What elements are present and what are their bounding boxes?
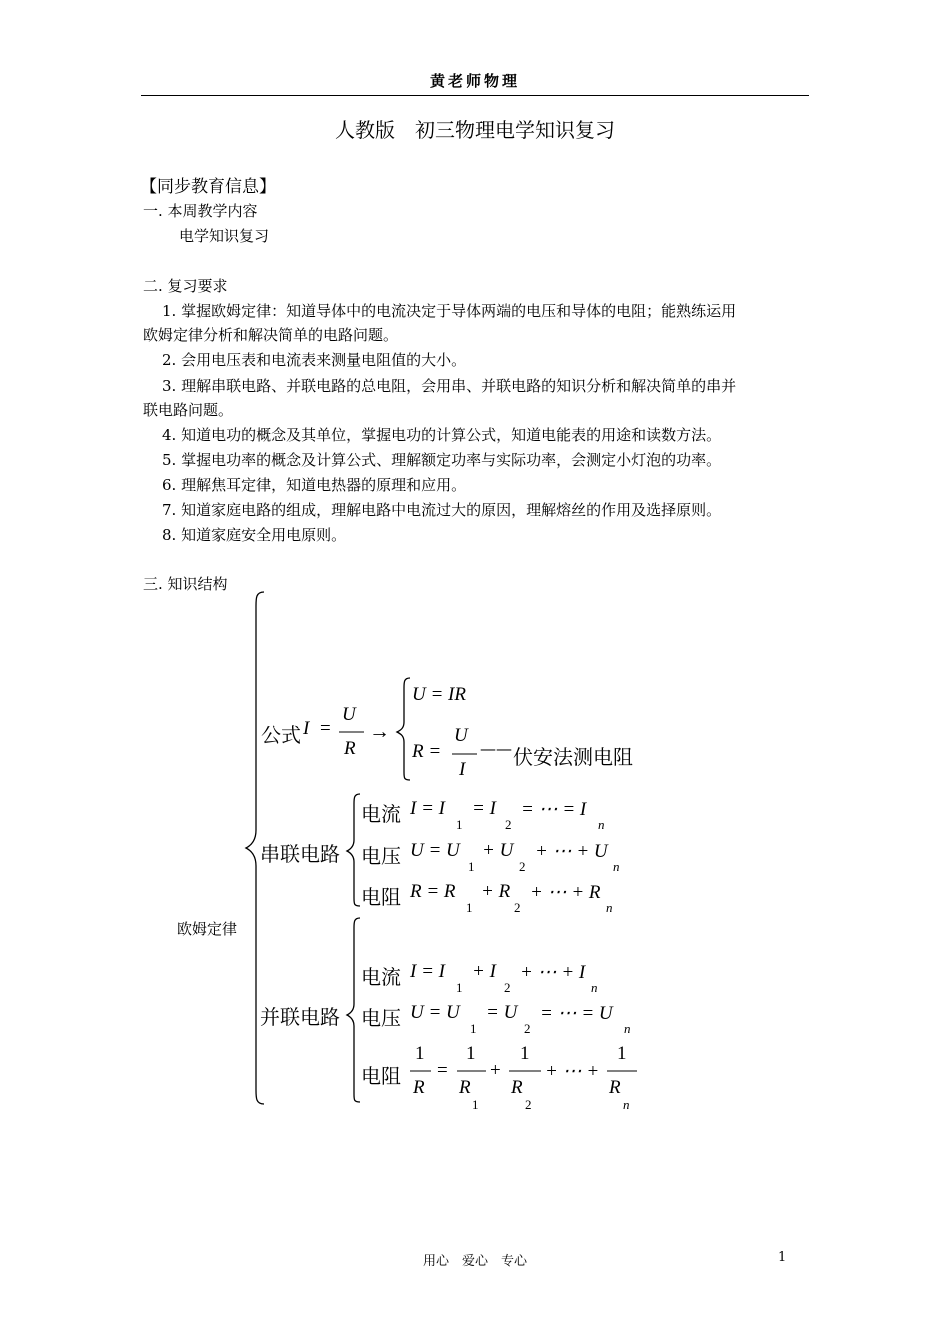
formula-eq: = bbox=[320, 718, 331, 739]
footer-motto: 用心 爱心 专心 bbox=[422, 1254, 527, 1269]
req-item-5: 5. 掌握电功率的概念及计算公式、理解额定功率与实际功率，会测定小灯泡的功率。 bbox=[162, 451, 722, 469]
series-resistance-p2: + R bbox=[481, 881, 511, 902]
page-number: 1 bbox=[778, 1250, 787, 1265]
parallel-voltage-expr: U = U bbox=[410, 1002, 460, 1023]
sec2-heading: 二. 复习要求 bbox=[143, 277, 228, 295]
parallel-voltage-sub1: 1 bbox=[470, 1021, 477, 1036]
formula-branch-r: R = bbox=[412, 741, 442, 762]
parallel-current-subn: n bbox=[591, 980, 598, 995]
series-current-p2: = I bbox=[472, 798, 496, 819]
parallel-resistance-eq: = bbox=[437, 1060, 448, 1081]
parallel-voltage-mid: = ⋯ = U bbox=[540, 1003, 613, 1024]
series-label: 串联电路 bbox=[260, 842, 340, 866]
parallel-resistance-r2: R bbox=[511, 1077, 523, 1098]
parallel-current-sub1: 1 bbox=[456, 980, 463, 995]
parallel-resistance-plus: + bbox=[490, 1060, 501, 1081]
parallel-current-expr: I = I bbox=[410, 961, 445, 982]
header-title: 黄老师物理 bbox=[429, 72, 520, 90]
series-resistance-expr: R = R bbox=[410, 881, 456, 902]
req-item-8: 8. 知道家庭安全用电原则。 bbox=[162, 526, 347, 544]
parallel-voltage-p2: = U bbox=[486, 1002, 518, 1023]
root-ohms-law: 欧姆定律 bbox=[177, 920, 238, 938]
series-voltage-name: 电压 bbox=[361, 844, 401, 868]
formula-brace bbox=[397, 678, 410, 780]
series-voltage-subn: n bbox=[613, 859, 620, 874]
parallel-resistance-num: 1 bbox=[415, 1043, 425, 1064]
parallel-resistance-mid: + ⋯ + bbox=[545, 1061, 600, 1082]
req-item-1-cont: 欧姆定律分析和解决简单的电路问题。 bbox=[143, 326, 399, 344]
formula-branch-numerator-u: U bbox=[454, 725, 468, 746]
parallel-resistance-name: 电阻 bbox=[361, 1064, 401, 1088]
parallel-resistance-sub2: 2 bbox=[525, 1097, 532, 1112]
req-item-4: 4. 知道电功的概念及其单位，掌握电功的计算公式，知道电能表的用途和读数方法。 bbox=[162, 426, 722, 444]
document-title: 人教版 初三物理电学知识复习 bbox=[335, 118, 615, 142]
parallel-voltage-sub2: 2 bbox=[524, 1021, 531, 1036]
req-item-2: 2. 会用电压表和电流表来测量电阻值的大小。 bbox=[162, 351, 467, 369]
parallel-resistance-sub1: 1 bbox=[472, 1097, 479, 1112]
parallel-resistance-num2: 1 bbox=[520, 1043, 530, 1064]
req-item-3-cont: 联电路问题。 bbox=[143, 401, 234, 419]
sec1-heading: 一. 本周教学内容 bbox=[143, 202, 258, 220]
parallel-label: 并联电路 bbox=[260, 1005, 340, 1029]
series-current-subn: n bbox=[598, 817, 605, 832]
formula-arrow: → bbox=[369, 719, 390, 743]
section-tag: 【同步教育信息】 bbox=[140, 177, 276, 197]
series-current-sub1: 1 bbox=[456, 817, 463, 832]
parallel-resistance-den-r: R bbox=[413, 1077, 425, 1098]
sec3-heading: 三. 知识结构 bbox=[143, 575, 228, 593]
series-resistance-mid: + ⋯ + R bbox=[530, 882, 601, 903]
series-voltage-p2: + U bbox=[482, 840, 514, 861]
parallel-resistance-num1: 1 bbox=[466, 1043, 476, 1064]
series-current-mid: = ⋯ = I bbox=[521, 799, 587, 820]
series-resistance-name: 电阻 bbox=[361, 885, 401, 909]
formula-branch-uir: U = IR bbox=[412, 684, 466, 705]
sec1-content: 电学知识复习 bbox=[179, 227, 270, 245]
parallel-resistance-rn: R bbox=[609, 1077, 621, 1098]
parallel-brace bbox=[347, 918, 360, 1102]
series-voltage-sub1: 1 bbox=[468, 859, 475, 874]
series-resistance-sub2: 2 bbox=[514, 900, 521, 915]
formula-dash: —— bbox=[480, 739, 512, 758]
formula-denominator-r: R bbox=[344, 738, 356, 759]
parallel-current-mid: + ⋯ + I bbox=[520, 962, 586, 983]
formula-branch-denominator-i: I bbox=[459, 759, 466, 780]
series-resistance-subn: n bbox=[606, 900, 613, 915]
series-resistance-sub1: 1 bbox=[466, 900, 473, 915]
series-current-sub2: 2 bbox=[505, 817, 512, 832]
formula-numerator-u: U bbox=[342, 704, 356, 725]
parallel-current-name: 电流 bbox=[361, 965, 401, 989]
parallel-voltage-name: 电压 bbox=[361, 1006, 401, 1030]
parallel-resistance-numn: 1 bbox=[617, 1043, 627, 1064]
formula-note: 伏安法测电阻 bbox=[513, 745, 633, 769]
req-item-1: 1. 掌握欧姆定律：知道导体中的电流决定于导体两端的电压和导体的电阻；能熟练运用 bbox=[162, 302, 737, 320]
series-brace bbox=[347, 794, 360, 906]
parallel-resistance-subn: n bbox=[623, 1097, 630, 1112]
req-item-7: 7. 知道家庭电路的组成，理解电路中电流过大的原因，理解熔丝的作用及选择原则。 bbox=[162, 501, 722, 519]
req-item-6: 6. 理解焦耳定律，知道电热器的原理和应用。 bbox=[162, 476, 467, 494]
series-voltage-sub2: 2 bbox=[519, 859, 526, 874]
series-voltage-expr: U = U bbox=[410, 840, 460, 861]
formula-label: 公式 bbox=[261, 723, 301, 747]
parallel-current-sub2: 2 bbox=[504, 980, 511, 995]
series-voltage-mid: + ⋯ + U bbox=[535, 841, 608, 862]
parallel-current-p2: + I bbox=[472, 961, 496, 982]
series-current-name: 电流 bbox=[361, 802, 401, 826]
formula-i: I bbox=[303, 718, 310, 739]
series-current-expr: I = I bbox=[410, 798, 445, 819]
parallel-voltage-subn: n bbox=[624, 1021, 631, 1036]
parallel-resistance-r1: R bbox=[459, 1077, 471, 1098]
req-item-3: 3. 理解串联电路、并联电路的总电阻，会用串、并联电路的知识分析和解决简单的串并 bbox=[162, 377, 737, 395]
